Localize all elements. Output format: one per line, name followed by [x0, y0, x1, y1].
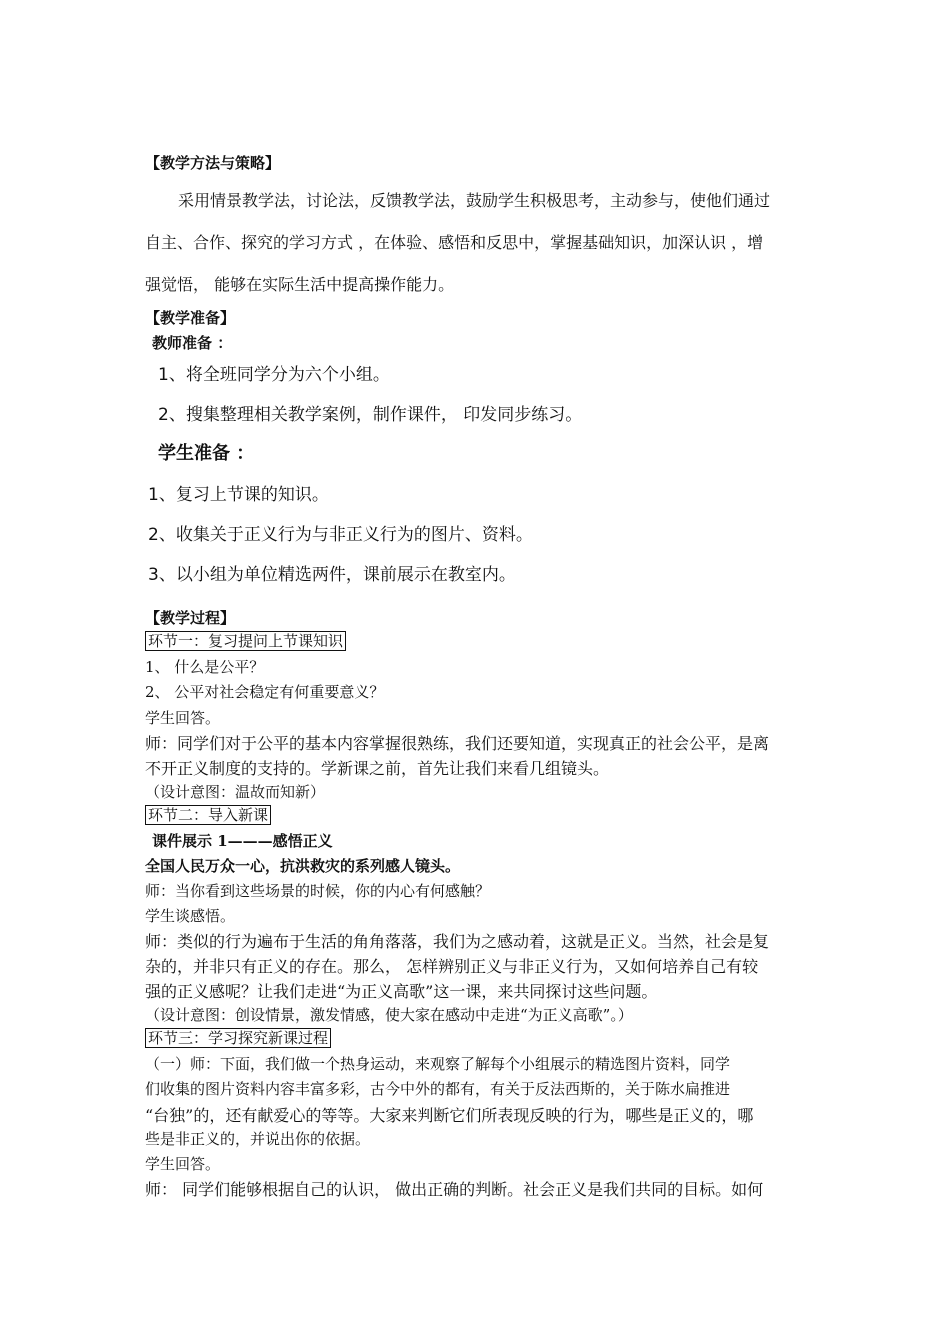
step2-line-3: 师：类似的行为遍布于生活的角角落落，我们为之感动着，这就是正义。当然，社会是复	[145, 932, 770, 951]
teacher-prep-item-1: 1、将全班同学分为六个小组。	[158, 365, 390, 385]
step3-title: 环节三：学习探究新课过程	[145, 1028, 331, 1048]
process-heading: 【教学过程】	[145, 609, 236, 627]
step2-section	[145, 805, 271, 825]
student-prep-heading: 学生准备 ：	[158, 443, 255, 464]
step1-line-3: 学生回答。	[145, 709, 221, 727]
step3-line-1: （一）师：下面，我们做一个热身运动，来观察了解每个小组展示的精选图片资料，同学	[145, 1055, 731, 1073]
step2-courseware: 课件展示 1———感悟正义	[152, 832, 333, 850]
step3-line-6: 师： 同学们能够根据自己的认识， 做出正确的判断。社会正义是我们共同的目标。如何	[145, 1180, 764, 1199]
methods-paragraph-line-2: 自主、合作、探究的学习方式 ，在体验、感悟和反思中，掌握基础知识，加深认识 ，增	[145, 233, 764, 252]
teacher-prep-item-2: 2、搜集整理相关教学案例，制作课件， 印发同步练习。	[158, 405, 583, 425]
step2-line-4: 杂的，并非只有正义的存在。那么， 怎样辨别正义与非正义行为，又如何培养自己有较	[145, 957, 759, 976]
step2-line-5: 强的正义感呢？让我们走进“为正义高歌”这一课，来共同探讨这些问题。	[145, 982, 658, 1001]
step2-line-6: （设计意图：创设情景，激发情感，使大家在感动中走进“为正义高歌”。）	[145, 1006, 633, 1024]
step2-title: 环节二：导入新课	[145, 805, 271, 825]
step2-line-2: 学生谈感悟。	[145, 907, 236, 925]
student-prep-item-1: 1、复习上节课的知识。	[148, 485, 329, 505]
step1-line-5: 不开正义制度的支持的。学新课之前，首先让我们来看几组镜头。	[145, 759, 610, 778]
step3-line-3: “台独”的，还有献爱心的等等。大家来判断它们所表现反映的行为，哪些是正义的，哪	[145, 1106, 754, 1125]
prep-heading: 【教学准备】	[145, 309, 236, 327]
step2-bold-line: 全国人民万众一心，抗洪救灾的系列感人镜头。	[145, 857, 461, 875]
step3-line-4: 些是非正义的，并说出你的依据。	[145, 1130, 371, 1148]
step3-section	[145, 1028, 331, 1048]
student-prep-item-3: 3、以小组为单位精选两件，课前展示在教室内。	[148, 565, 516, 585]
methods-paragraph-line-1: 采用情景教学法，讨论法，反馈教学法，鼓励学生积极思考，主动参与，使他们通过	[178, 191, 771, 210]
step3-line-2: 们收集的图片资料内容丰富多彩，古今中外的都有，有关于反法西斯的，关于陈水扁推进	[145, 1080, 731, 1098]
step1-line-1: 1、 什么是公平？	[145, 658, 265, 676]
methods-paragraph-line-3: 强觉悟， 能够在实际生活中提高操作能力。	[145, 275, 455, 294]
step1-section	[145, 631, 346, 651]
step1-line-2: 2、 公平对社会稳定有何重要意义？	[145, 683, 385, 701]
teacher-prep-heading: 教师准备 ：	[152, 334, 233, 352]
step1-line-4: 师：同学们对于公平的基本内容掌握很熟练，我们还要知道，实现真正的社会公平，是离	[145, 734, 770, 753]
step1-title: 环节一：复习提问上节课知识	[145, 631, 346, 651]
step1-line-6: （设计意图：温故而知新）	[145, 783, 326, 801]
step2-line-1: 师：当你看到这些场景的时候，你的内心有何感触？	[145, 882, 491, 900]
step3-line-5: 学生回答。	[145, 1155, 221, 1173]
methods-heading: 【教学方法与策略】	[145, 154, 281, 172]
student-prep-item-2: 2、收集关于正义行为与非正义行为的图片、资料。	[148, 525, 533, 545]
